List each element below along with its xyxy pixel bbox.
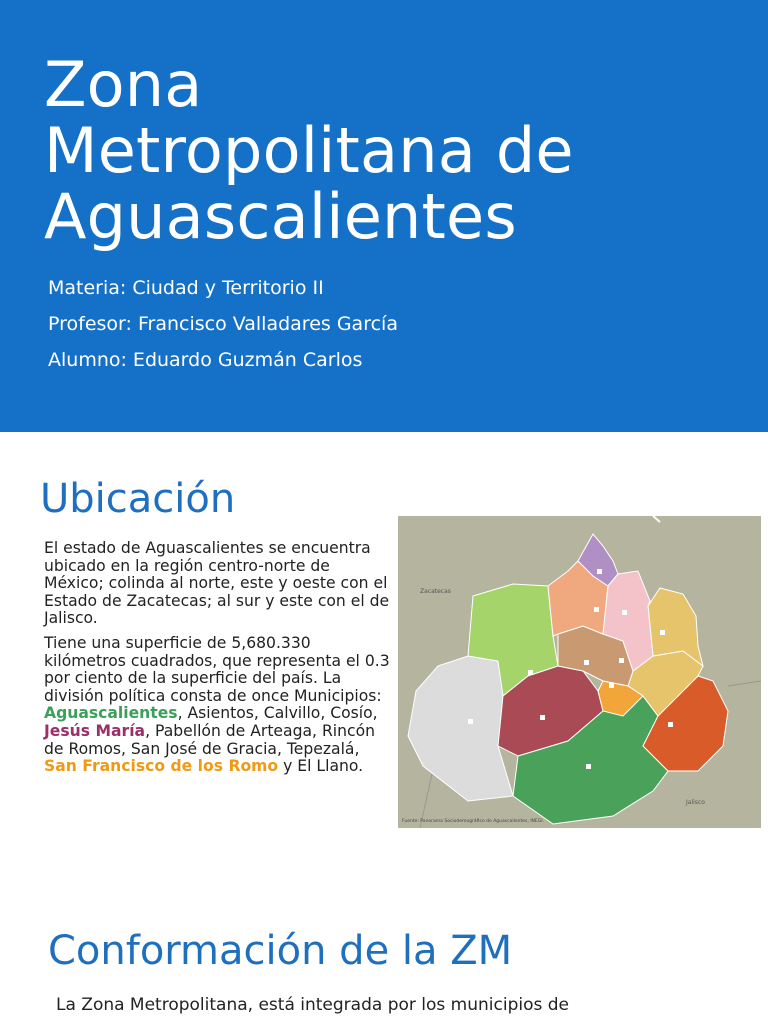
- title-line-1: Zona: [44, 48, 203, 121]
- municipio-marker: [594, 607, 599, 612]
- municipio-marker: [609, 683, 614, 688]
- ubicacion-paragraph-2: [44, 635, 392, 776]
- map-source-note: Fuente: Panorama Sociodemográfico de Aguascalientes, INEGI.: [402, 819, 544, 824]
- municipio-aguascalientes: Aguascalientes: [44, 704, 178, 723]
- profesor-text: Profesor: Francisco Valladares García: [48, 313, 398, 335]
- municipio-marker: [619, 658, 624, 663]
- cover-meta: [48, 270, 398, 378]
- municipio-marker: [597, 569, 602, 574]
- presentation-title: [44, 48, 574, 253]
- paragraph-2-intro: Tiene una superficie de 5,680.330 kilómetros cuadrados, que representa el 0.3 por ciento de la superficie del país. La división política consta de once Municipios:: [44, 633, 390, 705]
- map-label-zacatecas: Zacatecas: [420, 588, 451, 595]
- municipio-marker: [584, 660, 589, 665]
- alumno-text: Alumno: Eduardo Guzmán Carlos: [48, 349, 363, 371]
- municipio-marker: [622, 610, 627, 615]
- municipio-calvillo-region: [408, 656, 513, 801]
- municipio-marker: [540, 715, 545, 720]
- conformacion-paragraph: La Zona Metropolitana, está integrada por los municipios de: [56, 995, 569, 1015]
- state-border-line: [728, 681, 761, 686]
- conformacion-slide: [0, 872, 768, 1024]
- municipio-san-francisco: San Francisco de los Romo: [44, 757, 279, 776]
- ubicacion-paragraph-1: El estado de Aguascalientes se encuentra ubicado en la región centro-norte de México; colinda al norte, este y oeste con el Estado de Zacatecas; al sur y este con el de Jalisco.: [44, 539, 390, 628]
- municipios-map-graphic: [398, 516, 761, 828]
- municipios-separator-3: y El Llano.: [278, 757, 364, 776]
- municipios-separator-2: , Pabellón de Arteaga, Rincón de Romos, San José de Gracia, Tepezalá,: [44, 721, 375, 758]
- ubicacion-heading: Ubicación: [40, 476, 236, 522]
- municipio-marker: [528, 670, 533, 675]
- ubicacion-slide: [0, 432, 768, 872]
- cover-slide: [0, 0, 768, 432]
- municipio-marker: [468, 719, 473, 724]
- state-border-line: [653, 516, 660, 522]
- ubicacion-body: [44, 540, 392, 783]
- conformacion-heading: Conformación de la ZM: [48, 928, 513, 974]
- title-line-3: Aguascalientes: [44, 180, 517, 253]
- materia-text: Materia: Ciudad y Territorio II: [48, 277, 324, 299]
- municipios-map: [398, 516, 761, 828]
- title-line-2: Metropolitana de: [44, 114, 574, 187]
- municipio-marker: [668, 722, 673, 727]
- municipio-jesus-maria: Jesús María: [44, 721, 146, 740]
- map-label-jalisco: Jalisco: [686, 799, 705, 806]
- municipios-separator-1: , Asientos, Calvillo, Cosío,: [177, 704, 378, 723]
- municipio-marker: [586, 764, 591, 769]
- municipio-marker: [660, 630, 665, 635]
